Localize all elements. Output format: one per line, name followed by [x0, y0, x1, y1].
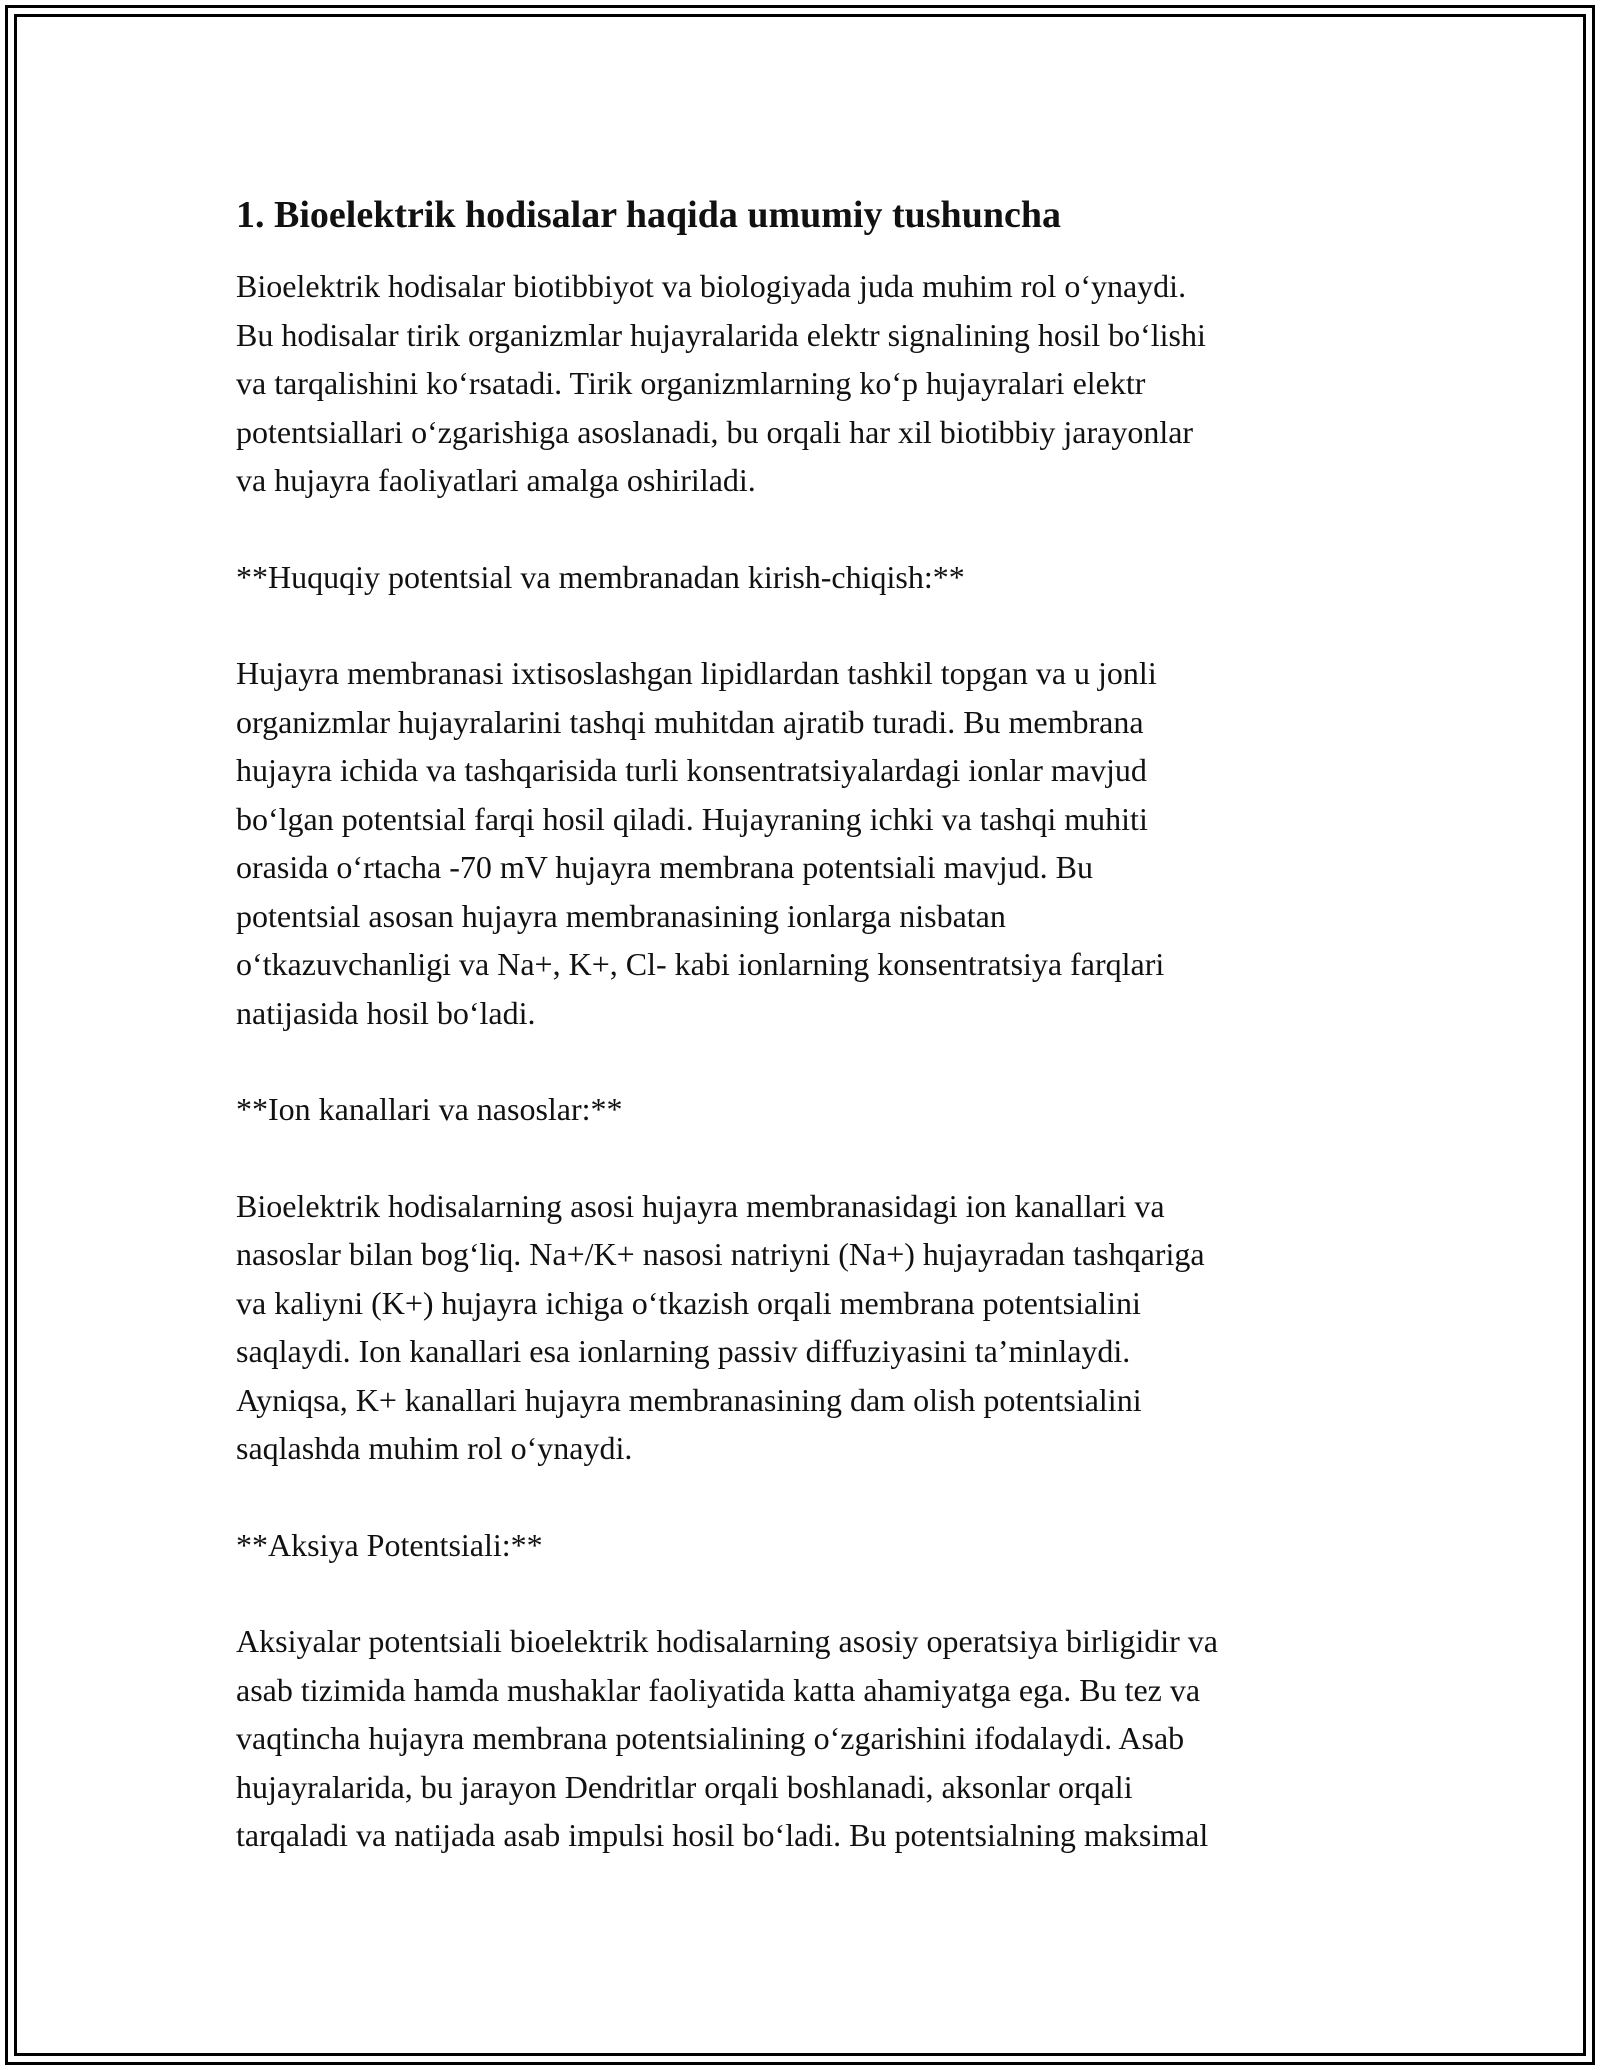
- paragraph-line: Aksiyalar potentsiali bioelektrik hodisalarning asosiy operatsiya birligidir va: [236, 1623, 1218, 1659]
- paragraph-line: tarqaladi va natijada asab impulsi hosil bo‘ladi. Bu potentsialning maksimal: [236, 1817, 1209, 1853]
- paragraph-line: potentsial asosan hujayra membranasining ionlarga nisbatan: [236, 897, 1006, 934]
- paragraph-line: **Ion kanallari va nasoslar:**: [236, 1091, 623, 1127]
- paragraph-line: asab tizimida hamda mushaklar faoliyatida katta ahamiyatga ega. Bu tez va: [236, 1671, 1201, 1708]
- paragraph-line: saqlashda muhim rol o‘ynaydi.: [236, 1430, 633, 1466]
- paragraph-line: hujayralarida, bu jarayon Dendritlar orqali boshlanadi, aksonlar orqali: [236, 1768, 1133, 1805]
- paragraph-line: va kaliyni (K+) hujayra ichiga o‘tkazish orqali membrana potentsialini: [236, 1284, 1141, 1321]
- paragraph-line: orasida o‘rtacha -70 mV hujayra membrana potentsiali mavjud. Bu: [236, 849, 1093, 885]
- paragraph-line: nasoslar bilan bog‘liq. Na+/K+ nasosi natriyni (Na+) hujayradan tashqariga: [236, 1236, 1205, 1272]
- paragraph-line: Bioelektrik hodisalarning asosi hujayra membranasidagi ion kanallari va: [236, 1187, 1165, 1224]
- paragraph-line: organizmlar hujayralarini tashqi muhitdan ajratib turadi. Bu membrana: [236, 703, 1144, 740]
- paragraph-intro: [236, 262, 1376, 505]
- paragraph-line: **Huquqiy potentsial va membranadan kirish-chiqish:**: [236, 558, 965, 595]
- subheading-action-potential: [236, 1521, 1376, 1570]
- paragraph-membrane: [236, 649, 1376, 1037]
- paragraph-line: potentsiallari o‘zgarishiga asoslanadi, bu orqali har xil biotibbiy jarayonlar: [236, 413, 1194, 450]
- document-heading: 1. Bioelektrik hodisalar haqida umumiy tushuncha: [236, 194, 1061, 236]
- paragraph-line: Bioelektrik hodisalar biotibbiyot va biologiyada juda muhim rol o‘ynaydi.: [236, 268, 1187, 304]
- subheading-membrane: [236, 553, 1376, 602]
- paragraph-line: hujayra ichida va tashqarisida turli konsentratsiyalardagi ionlar mavjud: [236, 752, 1147, 788]
- paragraph-line: bo‘lgan potentsial farqi hosil qiladi. Hujayraning ichki va tashqi muhiti: [236, 800, 1148, 837]
- document-body: [236, 190, 1376, 1908]
- paragraph-line: va tarqalishini ko‘rsatadi. Tirik organizmlarning ko‘p hujayralari elektr: [236, 365, 1146, 401]
- paragraph-line: **Aksiya Potentsiali:**: [236, 1526, 543, 1563]
- paragraph-line: saqlaydi. Ion kanallari esa ionlarning passiv diffuziyasini ta’minlaydi.: [236, 1333, 1131, 1369]
- subheading-ion-channels: [236, 1085, 1376, 1134]
- paragraph-line: natijasida hosil bo‘ladi.: [236, 994, 536, 1031]
- paragraph-line: Ayniqsa, K+ kanallari hujayra membranasining dam olish potentsialini: [236, 1381, 1142, 1418]
- paragraph-line: o‘tkazuvchanligi va Na+, K+, Cl- kabi ionlarning konsentratsiya farqlari: [236, 946, 1165, 982]
- paragraph-line: va hujayra faoliyatlari amalga oshiriladi.: [236, 462, 756, 498]
- paragraph-action-potential: [236, 1617, 1376, 1860]
- paragraph-ion-channels: [236, 1182, 1376, 1473]
- paragraph-line: vaqtincha hujayra membrana potentsialining o‘zgarishini ifodalaydi. Asab: [236, 1720, 1185, 1756]
- paragraph-line: Hujayra membranasi ixtisoslashgan lipidlardan tashkil topgan va u jonli: [236, 655, 1157, 691]
- paragraph-line: Bu hodisalar tirik organizmlar hujayralarida elektr signalining hosil bo‘lishi: [236, 316, 1206, 353]
